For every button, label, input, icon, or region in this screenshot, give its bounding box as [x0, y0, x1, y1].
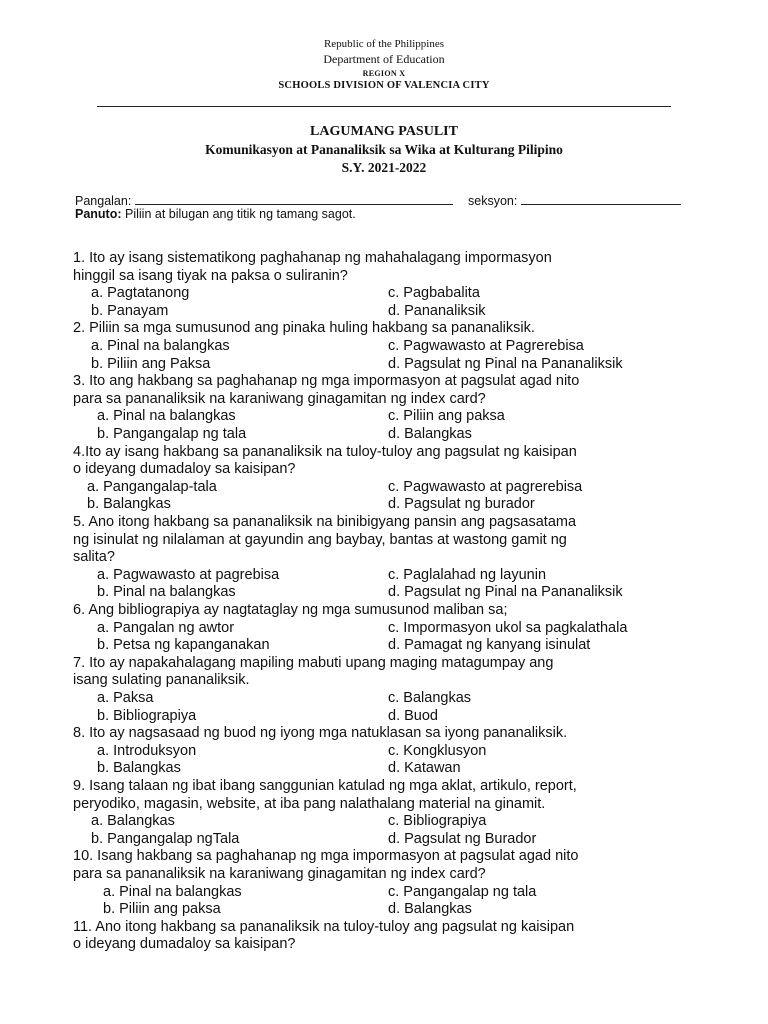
- question-3-text: 3. Ito ang hakbang sa paghahanap ng mga impormasyon at pagsulat agad nito: [73, 373, 580, 390]
- question-3-text: para sa pananaliksik na karaniwang ginagamitan ng index card?: [73, 390, 486, 407]
- question-9-choice[interactable]: c. Bibliograpiya: [388, 813, 487, 830]
- question-6-choice[interactable]: b. Petsa ng kapanganakan: [97, 637, 270, 654]
- question-5-text: 5. Ano itong hakbang sa pananaliksik na binibigyang pansin ang pagsasatama: [73, 514, 577, 530]
- question-8-choice[interactable]: c. Kongklusyon: [388, 742, 487, 759]
- question-2-choice[interactable]: d. Pagsulat ng Pinal na Pananaliksik: [388, 355, 623, 372]
- question-11-text: o ideyang dumadaloy sa kaisipan?: [73, 936, 296, 953]
- page-title: LAGUMANG PASULIT: [310, 124, 458, 139]
- question-4-choice[interactable]: c. Pagwawasto at pagrerebisa: [388, 478, 583, 495]
- question-10-choice[interactable]: d. Balangkas: [388, 901, 472, 918]
- department-heading: Department of Education: [323, 52, 445, 66]
- question-1-choice[interactable]: d. Pananaliksik: [388, 302, 486, 319]
- question-1-text: hinggil sa isang tiyak na paksa o suliranin?: [73, 267, 348, 284]
- section-label: seksyon:: [468, 194, 518, 208]
- question-2-text: 2. Piliin sa mga sumusunod ang pinaka huling hakbang sa pananaliksik.: [73, 320, 535, 337]
- question-4-text: o ideyang dumadaloy sa kaisipan?: [73, 461, 296, 478]
- name-field-row: [75, 192, 453, 208]
- question-8-choice[interactable]: a. Introduksyon: [97, 742, 197, 759]
- school-year: S.Y. 2021-2022: [341, 160, 427, 175]
- question-10-text: para sa pananaliksik na karaniwang ginagamitan ng index card?: [73, 866, 486, 882]
- question-10-choice[interactable]: c. Pangangalap ng tala: [388, 883, 537, 900]
- question-9-text: 9. Isang talaan ng ibat ibang sanggunian katulad ng mga aklat, artikulo, report,: [73, 778, 577, 794]
- header-divider: [97, 106, 671, 107]
- question-3-choice[interactable]: d. Balangkas: [388, 426, 472, 442]
- name-blank[interactable]: [135, 192, 453, 205]
- name-label: Pangalan:: [75, 194, 132, 208]
- question-8-text: 8. Ito ay nagsasaad ng buod ng iyong mga natuklasan sa iyong pananaliksik.: [73, 725, 568, 742]
- question-7-text: 7. Ito ay napakahalagang mapiling mabuti upang maging matagumpay ang: [73, 654, 554, 671]
- question-2-choice[interactable]: a. Pinal na balangkas: [91, 338, 230, 354]
- question-3-choice[interactable]: b. Pangangalap ng tala: [97, 426, 247, 442]
- instruction-label: Panuto:: [75, 207, 122, 221]
- question-7-choice[interactable]: d. Buod: [388, 707, 438, 724]
- question-8-choice[interactable]: d. Katawan: [388, 760, 461, 777]
- question-9-choice[interactable]: a. Balangkas: [91, 813, 175, 830]
- question-1-choice[interactable]: b. Panayam: [91, 302, 169, 319]
- question-10-choice[interactable]: a. Pinal na balangkas: [103, 883, 242, 900]
- question-5-choice[interactable]: a. Pagwawasto at pagrebisa: [97, 566, 280, 583]
- question-3-choice[interactable]: c. Piliin ang paksa: [388, 408, 505, 425]
- region-heading: REGION X: [362, 69, 406, 78]
- question-10-choice[interactable]: b. Piliin ang paksa: [103, 901, 221, 918]
- question-6-choice[interactable]: d. Pamagat ng kanyang isinulat: [388, 637, 591, 654]
- question-5-choice[interactable]: b. Pinal na balangkas: [97, 584, 236, 601]
- section-field-row: [468, 192, 681, 208]
- question-5-text: ng isinulat ng nilalaman at gayundin ang baybay, bantas at wastong gamit ng: [73, 531, 567, 548]
- subject-title: Komunikasyon at Pananaliksik sa Wika at Kulturang Pilipino: [205, 142, 563, 157]
- question-1-choice[interactable]: c. Pagbabalita: [388, 285, 480, 302]
- question-7-choice[interactable]: b. Bibliograpiya: [97, 707, 197, 724]
- question-6-choice[interactable]: c. Impormasyon ukol sa pagkalathala: [388, 619, 628, 636]
- question-4-text: 4.Ito ay isang hakbang sa pananaliksik na tuloy-tuloy ang pagsulat ng kaisipan: [73, 443, 577, 460]
- question-8-choice[interactable]: b. Balangkas: [97, 760, 181, 777]
- question-6-choice[interactable]: a. Pangalan ng awtor: [97, 619, 235, 636]
- instructions: [75, 207, 356, 221]
- question-5-choice[interactable]: d. Pagsulat ng Pinal na Pananaliksik: [388, 584, 623, 601]
- question-3-choice[interactable]: a. Pinal na balangkas: [97, 408, 236, 425]
- question-5-choice[interactable]: c. Paglalahad ng layunin: [388, 566, 547, 583]
- question-6-text: 6. Ang bibliograpiya ay nagtataglay ng mga sumusunod maliban sa;: [73, 602, 508, 618]
- question-4-choice[interactable]: d. Pagsulat ng burador: [388, 496, 535, 513]
- division-heading: SCHOOLS DIVISION OF VALENCIA CITY: [278, 80, 490, 91]
- question-7-text: isang sulating pananaliksik.: [73, 672, 250, 689]
- question-2-choice[interactable]: c. Pagwawasto at Pagrerebisa: [388, 338, 584, 354]
- question-9-choice[interactable]: d. Pagsulat ng Burador: [388, 830, 537, 847]
- question-10-text: 10. Isang hakbang sa paghahanap ng mga impormasyon at pagsulat agad nito: [73, 848, 579, 865]
- question-4-choice[interactable]: b. Balangkas: [87, 496, 171, 513]
- question-5-text: salita?: [73, 549, 115, 566]
- question-7-choice[interactable]: a. Paksa: [97, 690, 154, 706]
- question-2-choice[interactable]: b. Piliin ang Paksa: [91, 355, 211, 372]
- question-7-choice[interactable]: c. Balangkas: [388, 690, 472, 706]
- question-4-choice[interactable]: a. Pangangalap-tala: [87, 478, 217, 495]
- question-11-text: 11. Ano itong hakbang sa pananaliksik na tuloy-tuloy ang pagsulat ng kaisipan: [73, 918, 575, 935]
- question-1-choice[interactable]: a. Pagtatanong: [91, 285, 190, 302]
- question-1-text: 1. Ito ay isang sistematikong paghahanap ng mahahalagang impormasyon: [73, 250, 552, 266]
- instruction-text: Piliin at bilugan ang titik ng tamang sagot.: [125, 207, 356, 221]
- question-9-choice[interactable]: b. Pangangalap ngTala: [91, 830, 240, 847]
- question-9-text: peryodiko, magasin, website, at iba pang nalathalang material na ginamit.: [73, 795, 546, 812]
- section-blank[interactable]: [521, 192, 681, 205]
- republic-heading: Republic of the Philippines: [323, 38, 445, 50]
